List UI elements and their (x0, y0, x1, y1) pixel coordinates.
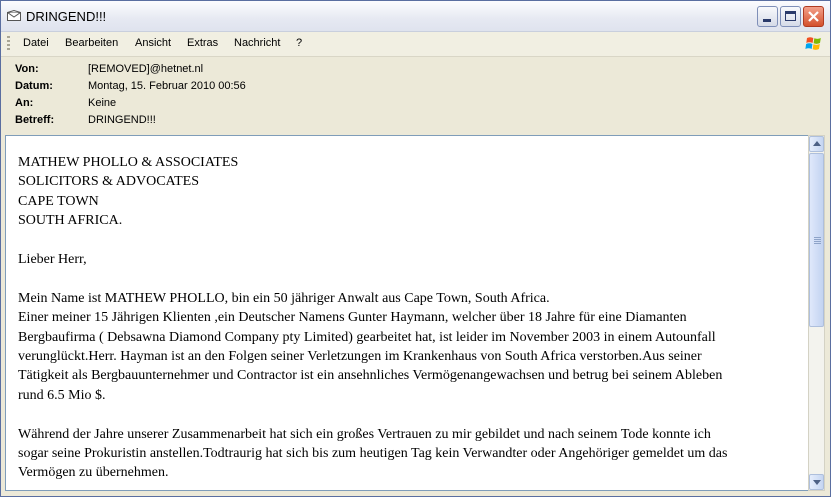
vertical-scrollbar[interactable] (808, 135, 825, 491)
address-line: SOLICITORS & ADVOCATES (18, 174, 199, 190)
from-label: Von: (15, 63, 39, 75)
to-label: An: (15, 97, 34, 109)
address-line: CAPE TOWN (18, 193, 99, 209)
menu-bearbeiten[interactable]: Bearbeiten (65, 37, 119, 49)
menu-nachricht[interactable]: Nachricht (234, 37, 281, 49)
chevron-up-icon (813, 141, 821, 146)
from-value: [REMOVED]@hetnet.nl (88, 63, 204, 75)
address-line: MATHEW PHOLLO & ASSOCIATES (18, 155, 239, 170)
paragraph-line: Bergbaufirma ( Debsawna Diamond Company pty Limited) gearbeitet hat, ist leider im November 2003 in einem Autounfall (18, 329, 716, 345)
minimize-icon (763, 19, 771, 22)
maximize-button[interactable] (780, 6, 801, 27)
close-button[interactable] (803, 6, 824, 27)
title-bar[interactable] (1, 1, 830, 32)
menu-ansicht[interactable]: Ansicht (135, 37, 172, 49)
window-title: DRINGEND!!! (26, 9, 107, 24)
scroll-thumb[interactable] (809, 153, 824, 327)
menu-extras[interactable]: Extras (187, 37, 219, 49)
grip-icon (814, 237, 821, 244)
maximize-icon (785, 11, 796, 21)
address-line: SOUTH AFRICA. (18, 213, 123, 229)
date-value: Montag, 15. Februar 2010 00:56 (88, 80, 246, 92)
windows-logo-icon (804, 34, 824, 54)
mail-envelope-icon (7, 10, 21, 21)
toolbar-grip[interactable] (7, 36, 10, 52)
message-text (18, 153, 803, 483)
paragraph-line: verunglückt.Herr. Hayman ist an den Folgen seiner Verletzungen im Krankenhaus von South Africa verstorben.Aus seiner (18, 349, 702, 365)
scroll-up-button[interactable] (809, 136, 824, 152)
subject-value: DRINGEND!!! (88, 114, 156, 126)
paragraph-line: Mein Name ist MATHEW PHOLLO, bin ein 50 jähriger Anwalt aus Cape Town, South Africa. (18, 290, 550, 306)
paragraph-line: Einer meiner 15 Jährigen Klienten ,ein Deutscher Namens Gunter Haymann, welcher über 18 Jahre für eine Diamanten (18, 310, 687, 326)
chevron-down-icon (813, 480, 821, 485)
scroll-down-button[interactable] (809, 474, 824, 490)
message-header (1, 57, 830, 132)
paragraph-line: Während der Jahre unserer Zusammenarbeit hat sich ein großes Vertrauen zu mir gebildet und nach seinem Tode konnte ich (18, 426, 711, 442)
greeting: Lieber Herr, (18, 252, 87, 268)
paragraph-line: sogar seine Prokuristin anstellen.Todtraurig hat sich bis zum heutigen Tag kein Verwandter oder Angehöriger gemeldet um das (18, 446, 728, 462)
subject-label: Betreff: (15, 114, 55, 126)
message-body[interactable] (5, 135, 809, 491)
paragraph-line: rund 6.5 Mio $. (18, 387, 106, 403)
paragraph-line: Vermögen zu übernehmen. (18, 465, 169, 481)
to-value: Keine (88, 97, 117, 109)
menu-help[interactable]: ? (296, 37, 303, 49)
close-icon (804, 7, 823, 26)
date-label: Datum: (15, 80, 53, 92)
menu-bar (1, 32, 830, 57)
minimize-button[interactable] (757, 6, 778, 27)
paragraph-line: Tätigkeit als Bergbauunternehmer und Contractor ist ein ansehnliches Vermögenangewachsen und betrug bei seinem Ableben (18, 368, 723, 384)
menu-datei[interactable]: Datei (23, 37, 49, 49)
